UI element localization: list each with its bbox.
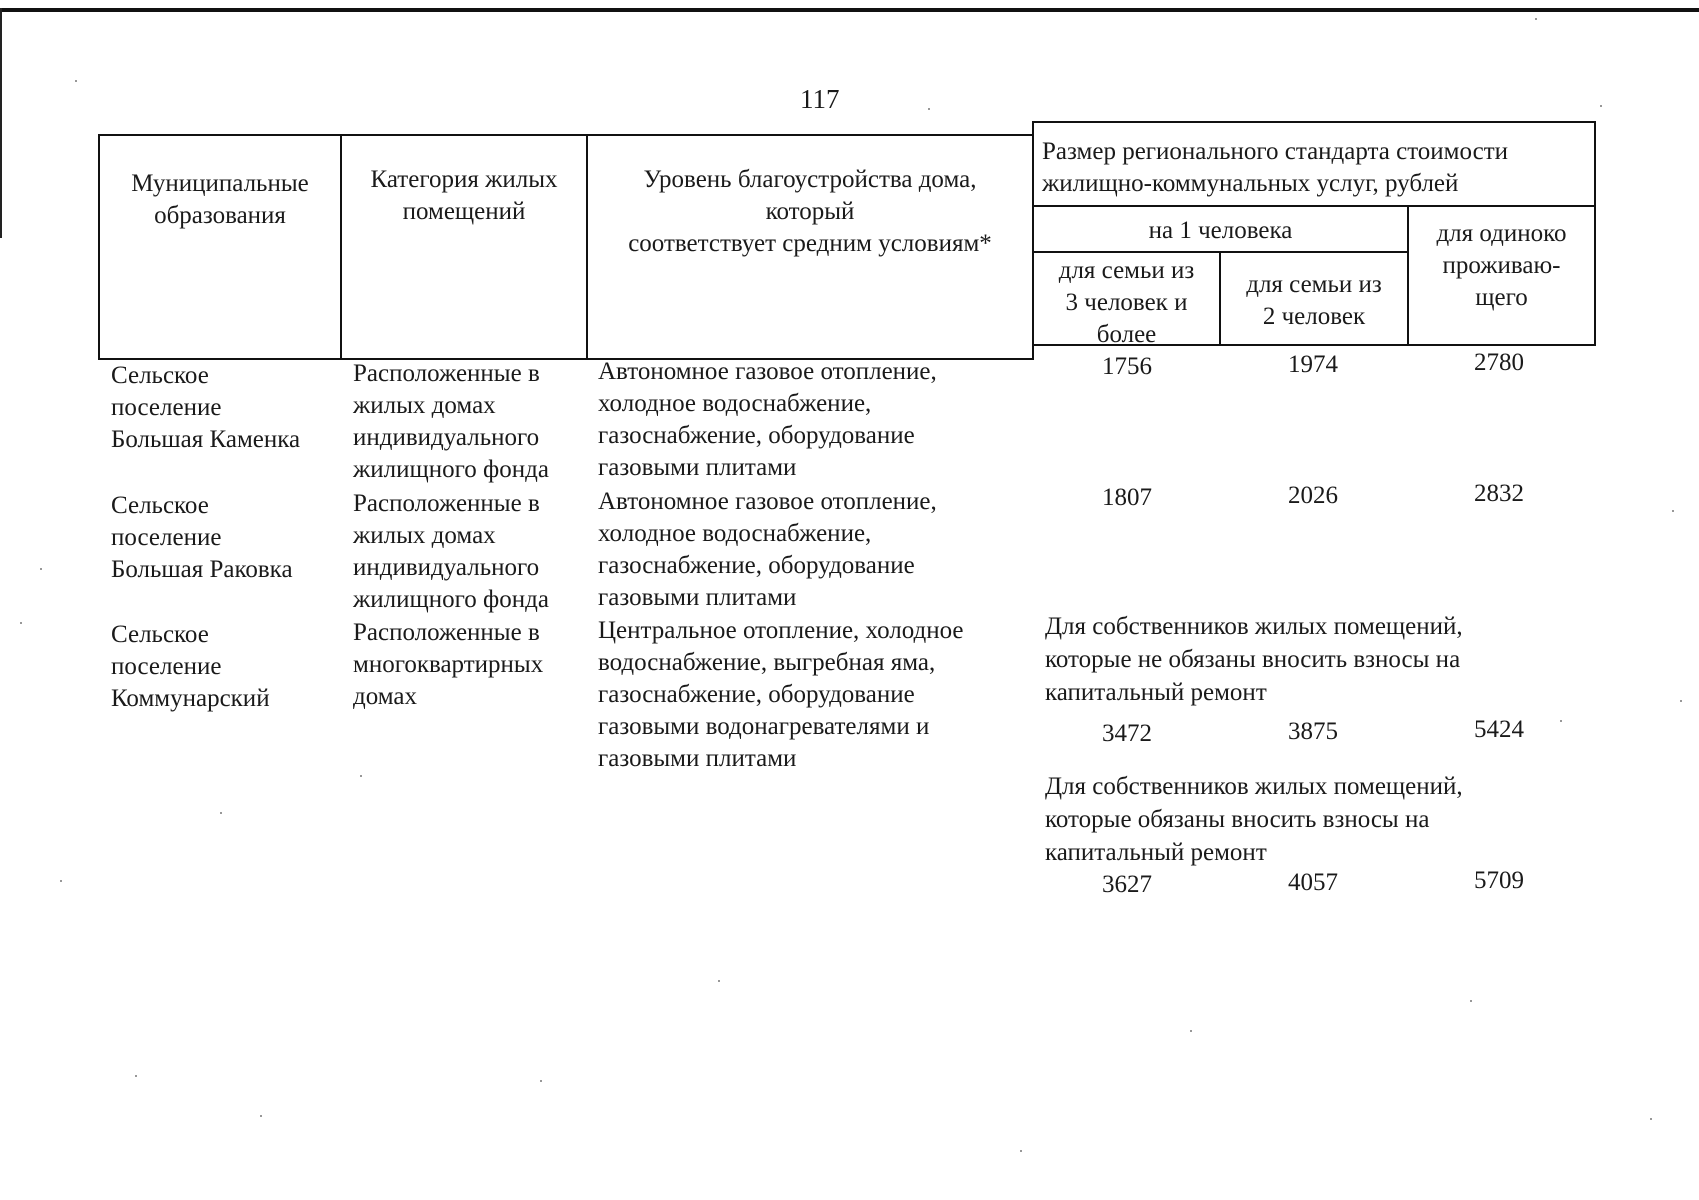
row-3b-family-2-value: 4057 — [1288, 869, 1338, 896]
scan-speck — [718, 980, 720, 982]
scan-top-edge — [0, 8, 1699, 12]
scan-speck — [928, 108, 930, 110]
row-3-note-not-obliged: Для собственников жилых помещений, которые не обязаны вносить взносы на капитальный ремонт — [1045, 613, 1463, 706]
row-1-municipality: Сельское поселение Большая Каменка — [111, 362, 301, 453]
row-1-category: Расположенные в жилых домах индивидуального жилищного фонда — [353, 360, 549, 483]
scan-speck — [540, 1080, 542, 1082]
row-3b-single-value: 5709 — [1474, 867, 1524, 894]
scan-speck — [1470, 1000, 1472, 1002]
header-divider — [1032, 205, 1596, 207]
scan-speck — [260, 1115, 262, 1117]
scan-speck — [75, 80, 77, 82]
row-2-family-2-value: 2026 — [1288, 482, 1338, 509]
header-category: Категория жилых помещений — [370, 166, 558, 225]
scan-left-edge — [0, 8, 2, 238]
header-standard-size: Размер регионального стандарта стоимости жилищно-коммунальных услуг, рублей — [1042, 138, 1509, 197]
row-1-amenity: Автономное газовое отопление, холодное водоснабжение, газоснабжение, оборудование газовыми плитами — [598, 358, 937, 481]
row-2-single-value: 2832 — [1474, 480, 1524, 507]
header-family-2: для семьи из 2 человек — [1246, 271, 1382, 330]
header-family-3: для семьи из 3 человек и более — [1058, 257, 1195, 348]
scan-speck — [1190, 1030, 1192, 1032]
scan-speck — [1020, 1150, 1022, 1152]
row-3a-family-3-value: 3472 — [1102, 720, 1152, 747]
row-2-amenity: Автономное газовое отопление, холодное водоснабжение, газоснабжение, оборудование газовыми плитами — [598, 488, 937, 611]
scan-speck — [220, 812, 222, 814]
header-amenity-level: Уровень благоустройства дома, который соответствует средним условиям* — [628, 166, 992, 257]
row-2-municipality: Сельское поселение Большая Раковка — [111, 492, 293, 583]
header-municipality: Муниципальные образования — [131, 170, 309, 229]
row-3-note-obliged: Для собственников жилых помещений, которые обязаны вносить взносы на капитальный ремонт — [1045, 773, 1463, 866]
row-3a-family-2-value: 3875 — [1288, 718, 1338, 745]
row-1-family-2-value: 1974 — [1288, 351, 1338, 378]
row-3-category: Расположенные в многоквартирных домах — [353, 619, 544, 710]
scan-speck — [20, 622, 22, 624]
scan-speck — [1650, 1118, 1652, 1120]
scan-speck — [1672, 510, 1674, 512]
row-3a-single-value: 5424 — [1474, 716, 1524, 743]
scan-speck — [40, 568, 42, 570]
scan-speck — [135, 1075, 137, 1077]
scan-speck — [1600, 105, 1602, 107]
page-number: 117 — [800, 84, 840, 114]
scan-speck — [1680, 700, 1682, 702]
header-per-person: на 1 человека — [1148, 217, 1293, 244]
row-3b-family-3-value: 3627 — [1102, 871, 1152, 898]
row-1-family-3-value: 1756 — [1102, 353, 1152, 380]
row-2-category: Расположенные в жилых домах индивидуального жилищного фонда — [353, 490, 549, 613]
header-single-resident: для одиноко проживаю- щего — [1436, 220, 1567, 311]
row-2-family-3-value: 1807 — [1102, 484, 1152, 511]
scan-speck — [1560, 720, 1562, 722]
scan-speck — [1535, 18, 1537, 20]
scan-speck — [360, 775, 362, 777]
row-3-amenity: Центральное отопление, холодное водоснабжение, выгребная яма, газоснабжение, оборудование газовыми водонагревателями и газовыми плитами — [598, 617, 964, 772]
scan-speck — [60, 880, 62, 882]
row-3-municipality: Сельское поселение Коммунарский — [111, 621, 270, 712]
row-1-single-value: 2780 — [1474, 349, 1524, 376]
